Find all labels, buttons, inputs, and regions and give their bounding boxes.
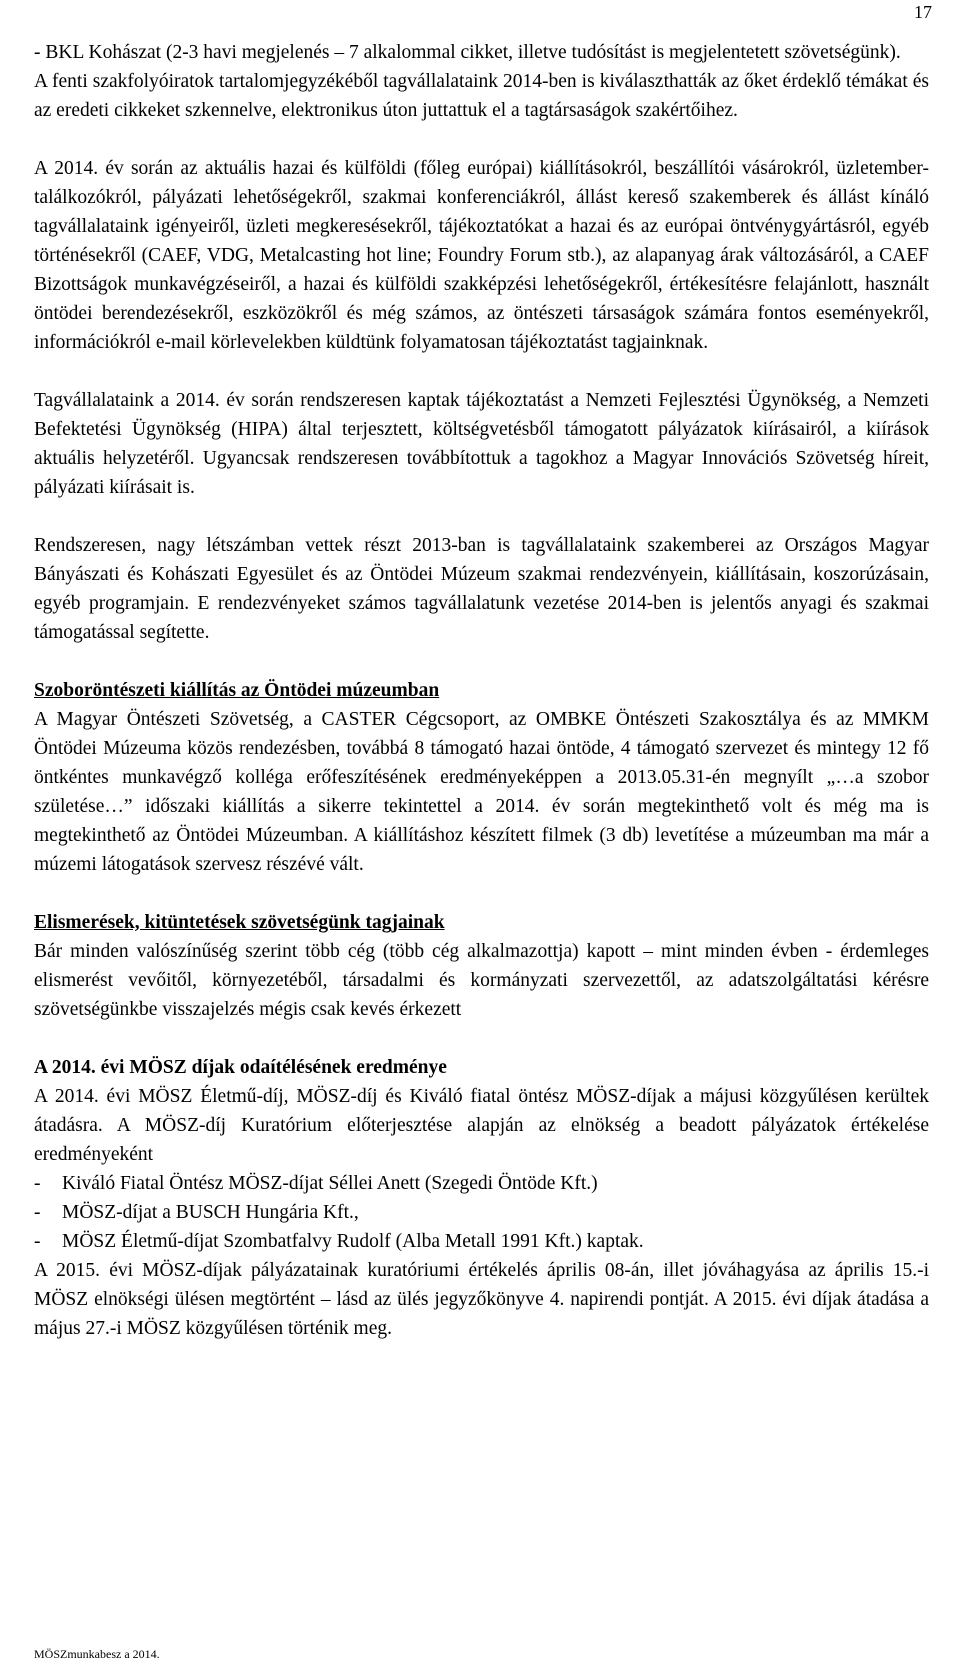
list-item-text: MÖSZ-díjat a BUSCH Hungária Kft., — [62, 1202, 359, 1223]
section-closing-mosz: A 2015. évi MÖSZ-díjak pályázatainak kuratóriumi értékelés április 08-án, illet jóváhagyása az április 15.-i MÖSZ elnökségi ülésen megtörtént – lásd az ülés jegyzőkönyve 4. napirendi pontját. A 2015. évi díjak átadása a május 27.-i MÖSZ közgyűlésen történik meg. — [34, 1260, 929, 1339]
list-item — [34, 1169, 929, 1198]
section-heading-awards: Elismerések, kitüntetések szövetségünk tagjainak — [34, 912, 445, 933]
page-number: 17 — [914, 2, 932, 22]
list-dash: - — [34, 1231, 41, 1252]
footer: MÖSZmunkabesz a 2014. — [34, 1647, 160, 1661]
list-dash: - — [34, 1202, 41, 1223]
list-item — [34, 1227, 929, 1256]
section-body-awards: Bár minden valószínűség szerint több cég (több cég alkalmazottja) kapott – mint minden évben - érdemleges elismerést vevőitől, környezetéből, társadalmi és kormányzati szervezettől, az adatszolgáltatási kérésre szövetségünkbe visszajelzés mégis csak kevés érkezett — [34, 941, 929, 1020]
paragraph-events: Rendszeresen, nagy létszámban vettek részt 2013-ban is tagvállalataink szakemberei az Országos Magyar Bányászati és Kohászati Egyesület és az Öntödei Múzeum szakmai rendezvényein, kiállításain, koszorúzásain, egyéb programjain. E rendezvényeket számos tagvállalatunk vezetése 2014-ben is jelentős anyagi és szakmai támogatással segítette. — [34, 535, 929, 643]
intro-paragraph: A fenti szakfolyóiratok tartalomjegyzékéből tagvállalataink 2014-ben is kiválaszthatták az őket érdeklő témákat és az eredeti cikkeket szkennelve, elektronikus úton juttattuk el a tagtársaságok szakértőihez. — [34, 71, 929, 121]
section-heading-exhibition: Szoboröntészeti kiállítás az Öntödei múzeumban — [34, 680, 440, 701]
paragraph-grant-info: Tagvállalataink a 2014. év során rendszeresen kaptak tájékoztatást a Nemzeti Fejlesztési Ügynökség, a Nemzeti Befektetési Ügynökség (HIPA) által terjesztett, költségvetésből támogatott pályázatok kiírásairól, a kiírások aktuális helyzetéről. Ugyancsak rendszeresen továbbítottuk a tagokhoz a Magyar Innovációs Szövetség híreit, pályázati kiírásait is. — [34, 390, 929, 498]
list-dash: - — [34, 1173, 41, 1194]
section-exhibition — [34, 676, 929, 879]
list-item — [34, 1198, 929, 1227]
section-mosz — [34, 1053, 929, 1343]
list-item-text: Kiváló Fiatal Öntész MÖSZ-díjat Séllei Anett (Szegedi Öntöde Kft.) — [62, 1173, 598, 1194]
intro-list-item: - BKL Kohászat (2-3 havi megjelenés – 7 alkalommal cikket, illetve tudósítást is megjelentetett szövetségünk). — [34, 42, 901, 63]
paragraph-email-newsletters: A 2014. év során az aktuális hazai és külföldi (főleg európai) kiállításokról, beszállítói vásárokról, üzletember-találkozókról, pályázati lehetőségekről, szakmai konferenciákról, állást kereső szakemberek és állást kínáló tagvállalataink igényeiről, üzleti megkeresésekről, tájékoztatókat a hazai és az európai öntvénygyártásról, egyéb történésekről (CAEF, VDG, Metalcasting hot line; Foundry Forum stb.), az alapanyag árak változásáról, a CAEF Bizottságok munkavégzéseiről, a hazai és külföldi szakképzési lehetőségekről, értékesítésre felajánlott, használt öntödei berendezésekről, eszközökről és még számos, az öntészeti társaságok számára fontos eseményekről, információkról e-mail körlevelekben küldtünk folyamatosan tájékoztatást tagjainknak. — [34, 158, 929, 353]
section-heading-mosz: A 2014. évi MÖSZ díjak odaítélésének eredménye — [34, 1057, 447, 1078]
document-body — [34, 38, 929, 1343]
section-body-mosz: A 2014. évi MÖSZ Életmű-díj, MÖSZ-díj és Kiváló fiatal öntész MÖSZ-díjak a májusi közgyűlésen kerültek átadásra. A MÖSZ-díj Kuratórium előterjesztése alapján az elnökség a beadott pályázatok értékelése eredményeként — [34, 1086, 929, 1165]
list-item-text: MÖSZ Életmű-díjat Szombatfalvy Rudolf (Alba Metall 1991 Kft.) kaptak. — [62, 1231, 644, 1252]
section-body-exhibition: A Magyar Öntészeti Szövetség, a CASTER Cégcsoport, az OMBKE Öntészeti Szakosztálya és az MMKM Öntödei Múzeuma közös rendezésben, továbbá 8 támogató hazai öntöde, 4 támogató szervezet és mintegy 12 fő öntkéntes munkavégző kollégа erőfeszítésének eredményeképpen a 2013.05.31-én megnyílt „…a szobor születése…” időszaki kiállítás a sikerre tekintettel a 2014. év során megtekinthető volt és még ma is megtekinthető az Öntödei Múzeumban. A kiállításhoz készített filmek (3 db) levetítése a múzeumban ma már a múzemi látogatások szervesz részévé vált. — [34, 709, 929, 875]
section-awards — [34, 908, 929, 1024]
